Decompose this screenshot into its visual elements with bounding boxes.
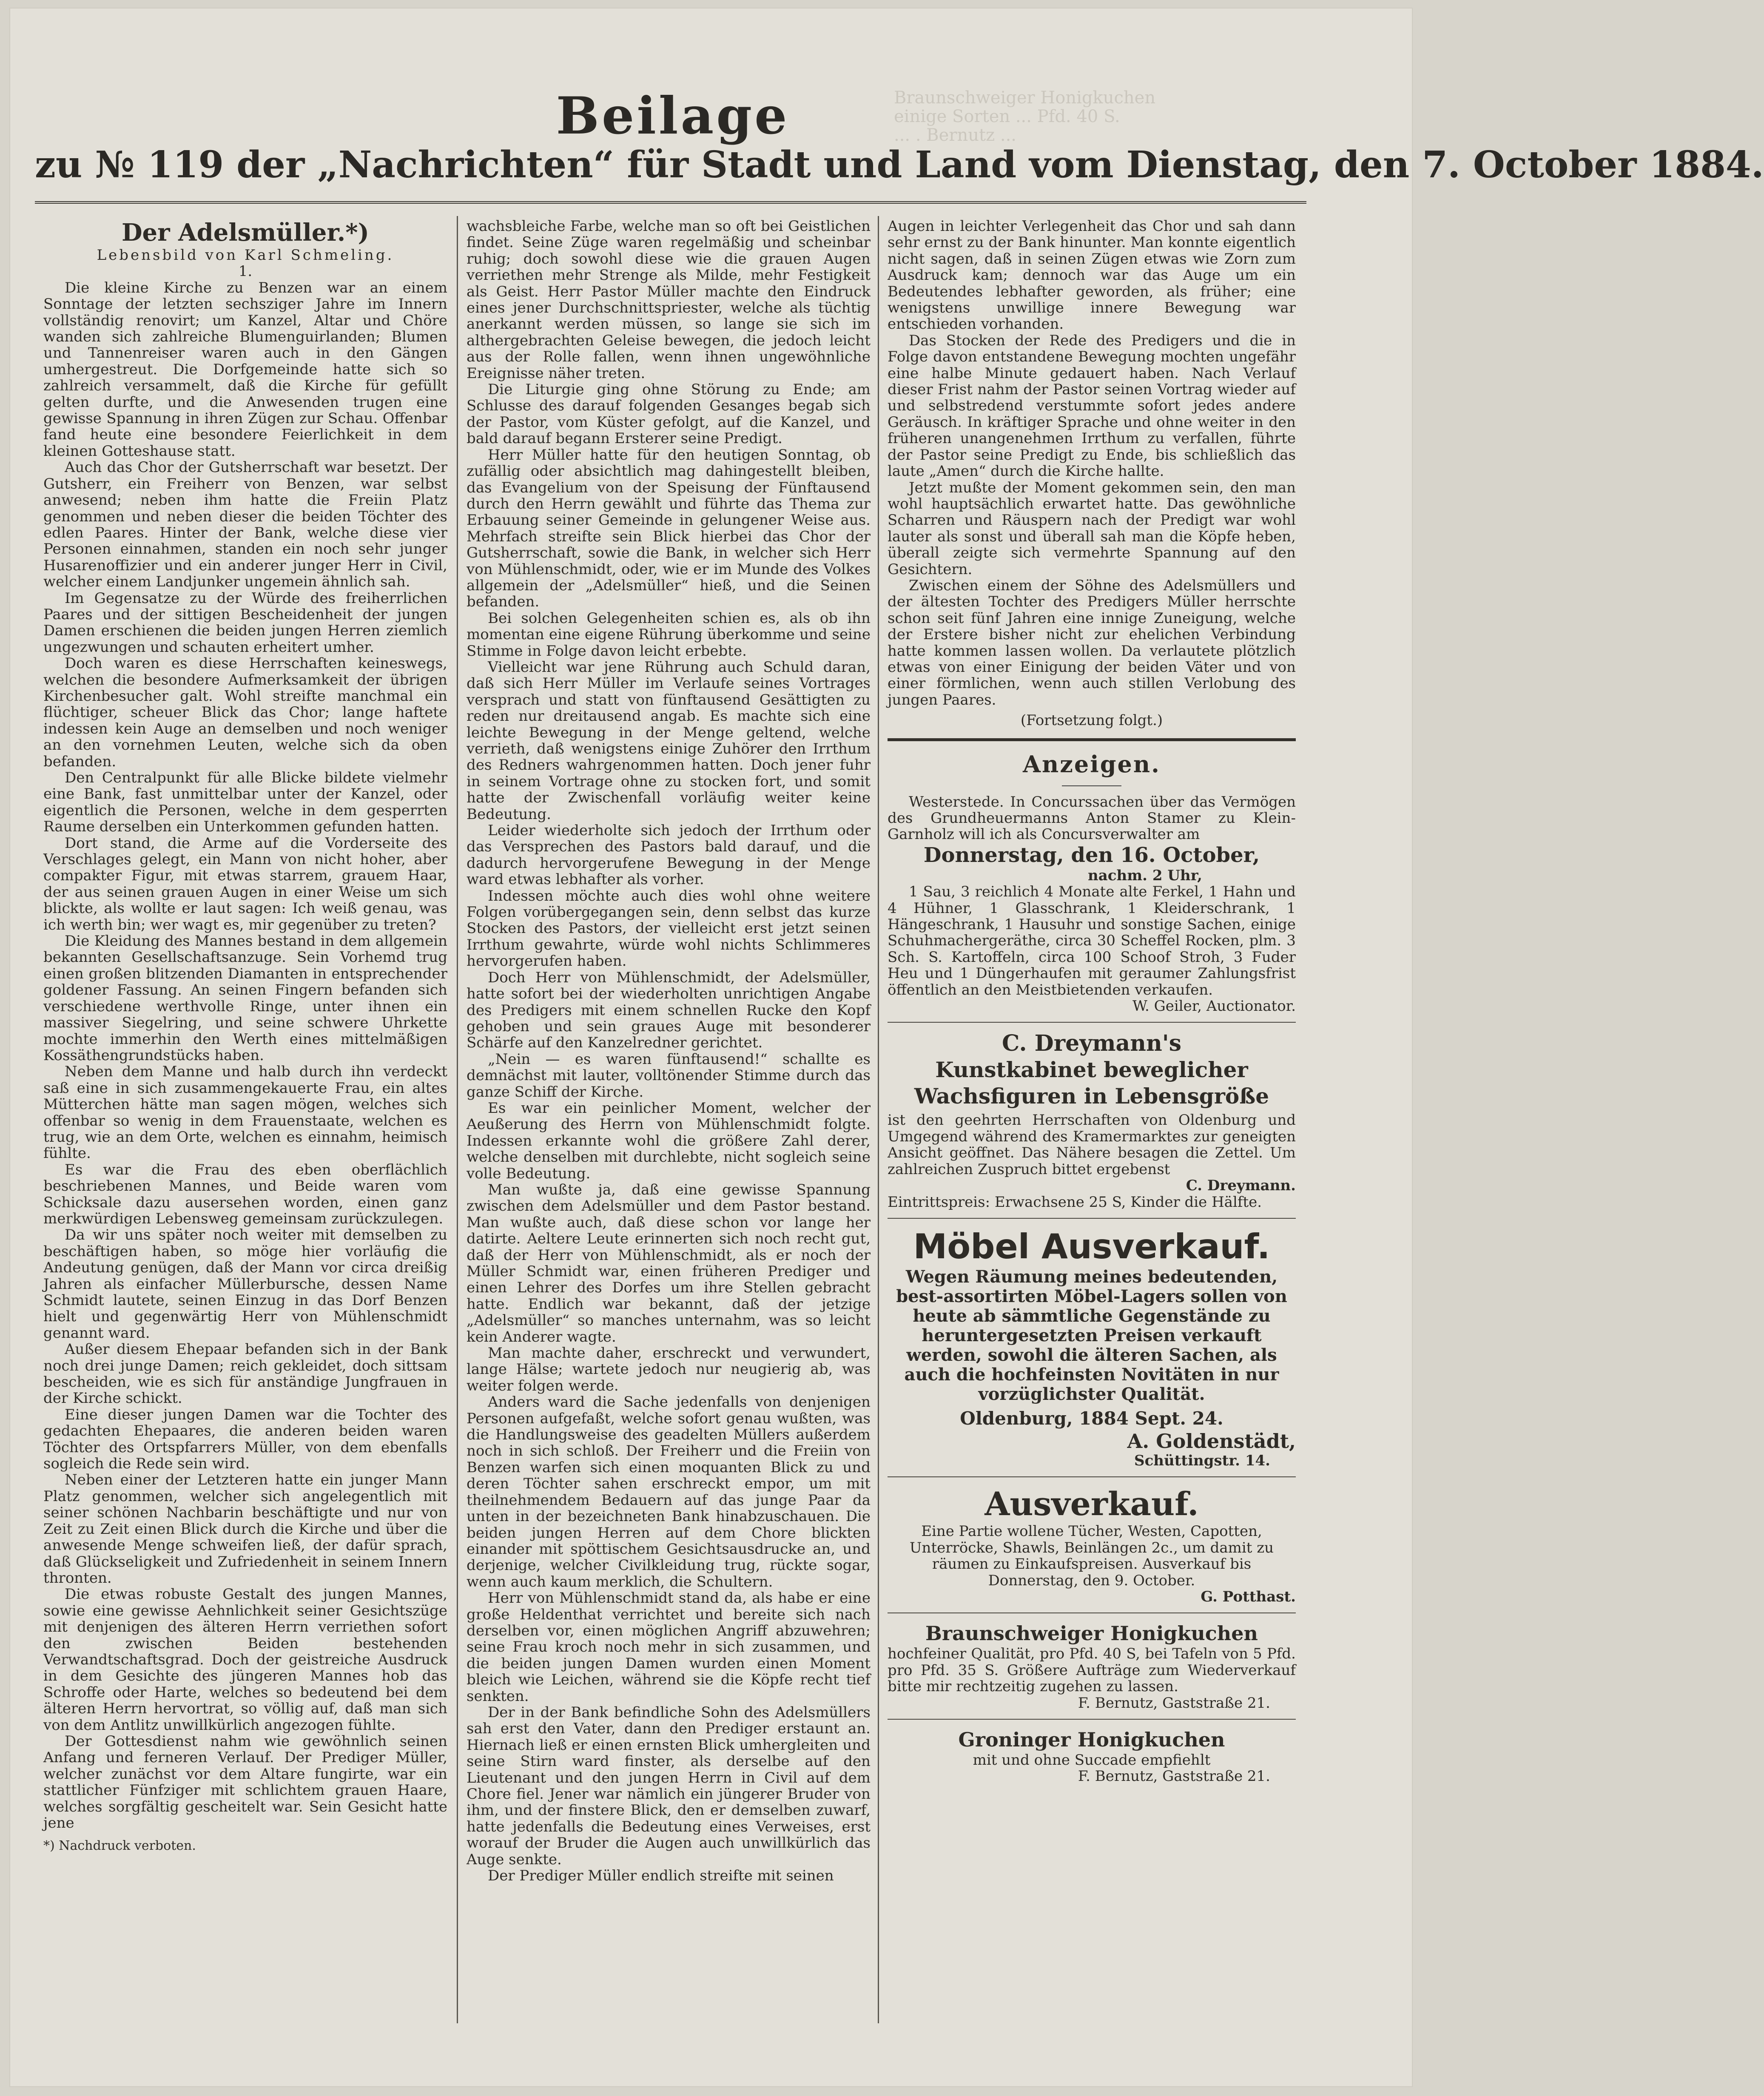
ads-heading: Anzeigen. — [1023, 750, 1161, 778]
paragraph: Dort stand, die Arme auf die Vorderseite des Verschlages gelegt, ein Mann von nicht hoher, aber compakter Figur, mit etwas starrem, grauem Haar, der aus seinen grauen Augen in einer Weise um sich blickte, als wollte er laut sagen: Ich weiß genau, was ich werth bin; wer wagt es, mir gegenüber zu treten? — [43, 834, 447, 933]
paragraph: Die Kleidung des Mannes bestand in dem allgemein bekannten Gesellschaftsanzuge. Sein Vorhemd trug einen großen blitzenden Diamanten in entsprechender goldener Fassung. An seinen Fingern befanden sich verschiedene werthvolle Ringe, unter ihnen ein massiver Siegelring, und seine schwere Uhrkette mochte immerhin den Werth eines mittelmäßigen Kossäthengrundstücks haben. — [43, 933, 447, 1064]
paragraph: Doch Herr von Mühlenschmidt, der Adelsmüller, hatte sofort bei der wiederholten unrichtigen Angabe des Predigers mit einem schnellen Rucke den Kopf gehoben und sein graues Auge mit besonderer Schärfe auf den Kanzelredner gerichtet. — [467, 969, 871, 1052]
paragraph: Das Stocken der Rede des Predigers und die in Folge davon entstandene Bewegung mochten ungefähr eine halbe Minute gedauert haben. Nach Verlauf dieser Frist nahm der Pastor seinen Vortrag wieder auf und selbstredend verstummte sofort jedes andere Geräusch. In kräftiger Sprache und ohne weiter in den früheren unangenehmen Irrthum zu verfallen, führte der Pastor seine Predigt zu Ende, bis schließlich das laute „Amen“ durch die Kirche hallte. — [888, 332, 1296, 480]
paragraph: Man wußte ja, daß eine gewisse Spannung zwischen dem Adelsmüller und dem Pastor bestand. Man wußte auch, daß diese schon vor lange her datirte. Aeltere Leute erinnerten sich noch recht gut, daß der Herr von Mühlenschmidt, als er noch der Müller Schmidt war, einen früheren Prediger und einen Lehrer des Dorfes um ihre Stellen gebracht hatte. Endlich war bekannt, daß der jetzige „Adelsmüller“ so manches unternahm, was so leicht kein Anderer wagte. — [467, 1181, 871, 1345]
supplement-title: Beilage — [556, 86, 790, 146]
divider — [888, 1218, 1296, 1219]
section-rule — [888, 738, 1296, 741]
groninger-signature: F. Bernutz, Gaststraße 21. — [1078, 1768, 1270, 1785]
wax-cabinet-owner: C. Dreymann's — [1002, 1030, 1181, 1057]
paragraph: Doch waren es diese Herrschaften keineswegs, welchen die besondere Aufmerksamkeit der übrigen Kirchenbesucher galt. Wohl streifte manchmal ein flüchtiger, scheuer Blick das Chor; lange haftete indessen kein Auge an demselben und noch weniger an den vornehmen Leuten, welche sich da oben befanden. — [43, 655, 447, 770]
auction-time: nachm. 2 Uhr, — [1088, 867, 1202, 884]
wax-cabinet-signature: C. Dreymann. — [1186, 1177, 1296, 1194]
groninger-ad — [888, 1727, 1296, 1785]
paragraph: Die etwas robuste Gestalt des jungen Mannes, sowie eine gewisse Aehnlichkeit seiner Gesichtszüge mit denjenigen des älteren Herrn verriethen sofort den zwischen Beiden bestehenden Verwandtschaftsgrad. Doch der geistreiche Ausdruck in dem Gesichte des jüngeren Mannes hob das Schroffe oder Harte, welches so bedeutend bei dem älteren Herrn hervortrat, so völlig auf, daß man sich von dem Antlitz unwillkürlich angezogen fühlte. — [43, 1586, 447, 1734]
clearance-sale-title: Ausverkauf. — [984, 1485, 1199, 1523]
divider — [888, 1719, 1296, 1720]
story-column-1 — [43, 218, 447, 1854]
column-divider — [878, 216, 879, 2023]
divider — [1062, 785, 1121, 786]
footnote: *) Nachdruck verboten. — [43, 1838, 196, 1854]
paragraph: Den Centralpunkt für alle Blicke bildete vielmehr eine Bank, fast unmittelbar unter der Kanzel, oder eigentlich die Personen, welche in dem gesperrten Raume derselben ein Unterkommen gefunden hatten. — [43, 769, 447, 836]
paragraph: Neben einer der Letzteren hatte ein junger Mann Platz genommen, welcher sich angelegentlich mit seiner schönen Nachbarin beschäftigte und nur von Zeit zu Zeit einen Blick durch die Kirche und über die anwesende Menge schweifen ließ, der dafür sprach, daß Glückseligkeit und Zufriedenheit in seinem Innern thronten. — [43, 1471, 447, 1587]
column-3 — [888, 218, 1296, 1785]
auction-signature: W. Geiler, Auctionator. — [1132, 998, 1296, 1015]
paragraph: wachsbleiche Farbe, welche man so oft bei Geistlichen findet. Seine Züge waren regelmäßig und scheinbar ruhig; doch sowohl diese wie die grauen Augen verriethen mehr Strenge als Milde, mehr Festigkeit als Geist. Herr Pastor Müller machte den Eindruck eines jener Durchschnittspriester, welche als tüchtig anerkannt werden müssen, so lange sie sich im althergebrachten Geleise bewegen, die jedoch leicht aus der Rolle fallen, wenn ihnen ungewöhnliche Ereignisse näher treten. — [467, 218, 871, 382]
story-column-2 — [467, 218, 871, 1884]
paragraph: Der Gottesdienst nahm wie gewöhnlich seinen Anfang und ferneren Verlauf. Der Prediger Müller, welcher zunächst vor dem Altare fungirte, war ein stattlicher Fünfziger mit schlichtem grauen Haare, welches sorgfältig gescheitelt war. Sein Gesicht hatte jene — [43, 1732, 447, 1832]
furniture-sale-ad — [888, 1226, 1296, 1469]
wax-cabinet-ad — [888, 1030, 1296, 1210]
paragraph: Der in der Bank befindliche Sohn des Adelsmüllers sah erst den Vater, dann den Prediger erstaunt an. Hiernach ließ er einen ernsten Blick umhergleiten und seine Stirn ward finster, als derselbe auf den Lieutenant und den jungen Herrn in Civil auf dem Chore fiel. Jener war nämlich ein jüngerer Bruder von ihm, und der finstere Blick, den er demselben zuwarf, hatte jedenfalls die Bedeutung eines Verweises, erst worauf der Bruder die Augen auch unwillkürlich das Auge senkte. — [467, 1704, 871, 1868]
paragraph: Im Gegensatze zu der Würde des freiherrlichen Paares und der sittigen Bescheidenheit der jungen Damen erschienen die beiden jungen Herren ziemlich ungezwungen und schauten erheitert umher. — [43, 589, 447, 656]
furniture-sale-text: Wegen Räumung meines bedeutenden, best-assortirten Möbel-Lagers sollen von heute ab sämmtliche Gegenstände zu heruntergesetzten Preisen verkauft werden, sowohl die älteren Sachen, als auch die hochfeinsten Novitäten in nur vorzüglichster Qualität. — [896, 1266, 1287, 1404]
paragraph: Anders ward die Sache jedenfalls von denjenigen Personen aufgefaßt, welche sofort genau wußten, was die Handlungsweise des geadelten Müllers außerdem noch in sich schloß. Der Freiherr und die Freiin von Benzen warfen sich einen moquanten Blick zu und deren Töchter sahen erschreckt empor, um mit theilnehmendem Bedauern auf das junge Paar da unten in der bezeichneten Bank hinabzuschauen. Die beiden jungen Herren auf dem Chore blickten einander mit spöttischem Gesichtsausdrucke an, und derjenige, welcher Civilkleidung trug, rückte sogar, wenn auch kaum merklich, die Schultern. — [467, 1394, 871, 1590]
paragraph: Es war die Frau des eben oberflächlich beschriebenen Mannes, und Beide waren vom Schicksale dazu ausersehen worden, einen ganz merkwürdigen Lebensweg gemeinsam zurückzulegen. — [43, 1161, 447, 1227]
story-byline: Lebensbild von Karl Schmeling. — [97, 247, 394, 264]
clearance-sale-ad — [888, 1485, 1296, 1605]
paragraph: Außer diesem Ehepaar befanden sich in der Bank noch drei junge Damen; reich gekleidet, doch sittsam bescheiden, wie es sich für anständige Jungfrauen in der Kirche schickt. — [43, 1341, 447, 1407]
paragraph: Indessen möchte auch dies wohl ohne weitere Folgen vorübergegangen sein, denn selbst das kurze Stocken des Pastors, der vielleicht erst jetzt seinen Irrthum gewahrte, würde wohl nichts Schlimmeres hervorgerufen haben. — [467, 887, 871, 970]
auction-ad — [888, 794, 1296, 1015]
paragraph: Die kleine Kirche zu Benzen war an einem Sonntage der letzten sechsziger Jahre im Innern vollständig renovirt; um Kanzel, Altar und Chöre wanden sich zahlreiche Blumenguirlanden; Blumen und Tannenreiser waren auch in den Gängen umhergestreut. Die Dorfgemeinde hatte sich so zahlreich versammelt, daß die Kirche für gefüllt gelten durfte, und die Anwesenden trugen eine gewisse Spannung in ihren Zügen zur Schau. Offenbar fand heute eine besondere Feierlichkeit in dem kleinen Gotteshause statt. — [43, 279, 447, 460]
wax-cabinet-price: Eintrittspreis: Erwachsene 25 S, Kinder die Hälfte. — [888, 1193, 1262, 1211]
furniture-sale-address: Schüttingstr. 14. — [1134, 1452, 1270, 1469]
honey-cake-title: Braunschweiger Honigkuchen — [925, 1622, 1258, 1645]
chapter-number: 1. — [238, 263, 253, 280]
paragraph: Zwischen einem der Söhne des Adelsmüllers und der ältesten Tochter des Predigers Müller herrschte schon seit fünf Jahren eine innige Zuneigung, welche der Erstere bisher nicht zur ehelichen Verbindung hatte kommen lassen wollen. Da verlautete plötzlich etwas von einer Einigung der beiden Väter und von einer förmlichen, wenn auch stillen Verlobung des jungen Paares. — [888, 577, 1296, 708]
paragraph: Es war ein peinlicher Moment, welcher der Aeußerung des Herrn von Mühlenschmidt folgte. Indessen erkannte wohl die größere Zahl derer, welche denselben mit durchlebte, nicht sogleich seine volle Bedeutung. — [467, 1099, 871, 1182]
paragraph: Jetzt mußte der Moment gekommen sein, den man wohl hauptsächlich erwartet hatte. Das gewöhnliche Scharren und Räuspern nach der Predigt war wohl lauter als sonst und überall sah man die Köpfe heben, überall zeigte sich vermehrte Spannung auf den Gesichtern. — [888, 479, 1296, 578]
honey-cake-text: hochfeiner Qualität, pro Pfd. 40 S, bei Tafeln von 5 Pfd. pro Pfd. 35 S. Größere Aufträge zum Wiederverkauf bitte mir rechtzeitig zugehen zu lassen. — [888, 1645, 1296, 1695]
paragraph: Da wir uns später noch weiter mit demselben zu beschäftigen haben, so möge hier vorläufig die Andeutung genügen, daß der Mann vor circa dreißig Jahren als einfacher Müllerbursche, dessen Name Schmidt lautete, seinen Einzug in das Dorf Benzen hielt und gegenwärtig Herr von Mühlenschmidt genannt ward. — [43, 1226, 447, 1342]
honey-cake-signature: F. Bernutz, Gaststraße 21. — [1078, 1694, 1270, 1712]
furniture-sale-place-date: Oldenburg, 1884 Sept. 24. — [960, 1408, 1223, 1429]
bleed-through-text: Braunschweiger Honigkuchen einige Sorten ... Pfd. 40 S. ... . Bernutz ... — [894, 88, 1156, 145]
paragraph: Auch das Chor der Gutsherrschaft war besetzt. Der Gutsherr, ein Freiherr von Benzen, war selbst anwesend; neben ihm hatte die Freiin Platz genommen und neben dieser die beiden Töchter des edlen Paares. Hinter der Bank, welche diese vier Personen einnahmen, standen ein noch sehr junger Husarenoffizier und ein anderer junger Herr in Civil, welcher einem Landjunker ungemein ähnlich sah. — [43, 459, 447, 591]
paragraph: Leider wiederholte sich jedoch der Irrthum oder das Versprechen des Pastors bald darauf, und die dadurch hervorgerufene Bewegung in der Menge ward etwas lebhafter als vorher. — [467, 822, 871, 888]
supplement-subtitle: zu № 119 der „Nachrichten“ für Stadt und Land vom Dienstag, den 7. October 1884. — [35, 143, 1764, 186]
paragraph: Herr Müller hatte für den heutigen Sonntag, ob zufällig oder absichtlich mag dahingestellt bleiben, das Evangelium von der Speisung der Fünftausend durch den Herrn gewählt und führte das Thema zur Erbauung seiner Gemeinde in gelungener Weise aus. Mehrfach streifte sein Blick hierbei das Chor der Gutsherrschaft, sowie die Bank, in welcher sich Herr von Mühlenschmidt, oder, wie er im Munde des Volkes allgemein der „Adelsmüller“ hieß, und die Seinen befanden. — [467, 446, 871, 611]
wax-cabinet-text: ist den geehrten Herrschaften von Oldenburg und Umgegend während des Kramermarktes zur geneigten Ansicht geöffnet. Das Nähere besagen die Zettel. Um zahlreichen Zuspruch bittet ergebenst — [888, 1112, 1296, 1178]
paragraph: Bei solchen Gelegenheiten schien es, als ob ihn momentan eine eigene Rührung überkomme und seine Stimme in Folge davon leicht erbebte. — [467, 609, 871, 660]
divider — [888, 1022, 1296, 1023]
furniture-sale-title: Möbel Ausverkauf. — [913, 1226, 1270, 1266]
honey-cake-ad — [888, 1621, 1296, 1711]
paragraph: Die Liturgie ging ohne Störung zu Ende; am Schlusse des darauf folgenden Gesanges begab sich der Pastor, vom Küster gefolgt, auf die Kanzel, und bald darauf begann Ersterer seine Predigt. — [467, 381, 871, 447]
wax-cabinet-title: Kunstkabinet beweglicher Wachsfiguren in Lebensgröße — [914, 1057, 1269, 1109]
header-rule — [35, 201, 1306, 204]
clearance-sale-text: Eine Partie wollene Tücher, Westen, Capotten, Unterröcke, Shawls, Beinlängen 2c., um damit zu räumen zu Einkaufspreisen. Ausverkauf bis Donnerstag, den 9. October. — [909, 1523, 1274, 1589]
clearance-sale-signature: G. Potthast. — [1201, 1588, 1296, 1605]
paragraph: Augen in leichter Verlegenheit das Chor und sah dann sehr ernst zu der Bank hinunter. Man konnte eigentlich nicht sagen, daß in seinen Zügen etwas wie Zorn zum Ausdruck kam; dennoch war das Auge um ein Bedeutendes lebhafter geworden, als früher; eine wenigstens unwillige innere Bewegung war entschieden vorhanden. — [888, 218, 1296, 333]
auction-date: Donnerstag, den 16. October, — [923, 843, 1260, 867]
paragraph: Der Prediger Müller endlich streifte mit seinen — [488, 1867, 834, 1885]
story-title: Der Adelsmüller.*) — [121, 219, 369, 247]
groninger-text: mit und ohne Succade empfiehlt — [973, 1751, 1211, 1769]
column-divider — [457, 216, 458, 2023]
masthead — [35, 86, 1764, 186]
continued-note: (Fortsetzung folgt.) — [1020, 712, 1163, 729]
newspaper-page — [9, 8, 1764, 2087]
auction-text: Westerstede. In Concurssachen über das Vermögen des Grundheuermanns Anton Stamer zu Klein-Garnholz will ich als Concursverwalter am — [888, 793, 1296, 843]
furniture-sale-firm: A. Goldenstädt, — [1127, 1429, 1296, 1453]
paragraph: Vielleicht war jene Rührung auch Schuld daran, daß sich Herr Müller im Verlaufe seines Vortrages versprach und statt von fünftausend Gesättigten zu reden nur dreitausend angab. Es machte sich eine leichte Bewegung in der Menge geltend, welche verrieth, daß wenigstens einige Zuhörer den Irrthum des Redners wahrgenommen hatten. Doch jener fuhr in seinem Vortrage ohne zu stocken fort, und somit hatte der Zwischenfall vorläufig weiter keine Bedeutung. — [467, 658, 871, 823]
paragraph: Herr von Mühlenschmidt stand da, als habe er eine große Heldenthat verrichtet und bereite sich nach derselben vor, einen möglichen Angriff abzuwehren; seine Frau kroch noch mehr in sich zusammen, und die beiden jungen Damen wurden einen Moment bleich wie Leichen, während sie die Köpfe recht tief senkten. — [467, 1590, 871, 1705]
paragraph: Man machte daher, erschreckt und verwundert, lange Hälse; wartete jedoch nur neugierig ab, was weiter folgen werde. — [467, 1345, 871, 1394]
paragraph: Eine dieser jungen Damen war die Tochter des gedachten Ehepaares, die anderen beiden waren Töchter des Ortspfarrers Müller, von dem ebenfalls sogleich die Rede sein wird. — [43, 1406, 447, 1473]
groninger-title: Groninger Honigkuchen — [958, 1728, 1225, 1751]
paragraph: „Nein — es waren fünftausend!“ schallte es demnächst mit lauter, volltönender Stimme durch das ganze Schiff der Kirche. — [467, 1050, 871, 1101]
paragraph: Neben dem Manne und halb durch ihn verdeckt saß eine in sich zusammengekauerte Frau, ein altes Mütterchen hätte man sagen mögen, welches sich offenbar so wenig in dem Frauenstaate, welchen es trug, wie an dem Orte, welchen es einnahm, heimisch fühlte. — [43, 1063, 447, 1162]
divider — [888, 1476, 1296, 1477]
auction-items: 1 Sau, 3 reichlich 4 Monate alte Ferkel, 1 Hahn und 4 Hühner, 1 Glasschrank, 1 Kleiderschrank, 1 Hängeschrank, 1 Hausuhr und sonstige Sachen, einige Schuhmachergeräthe, circa 30 Scheffel Rocken, plm. 3 Sch. S. Kartoffeln, circa 100 Schoof Stroh, 3 Fuder Heu und 1 Düngerhaufen mit geraumer Zahlungsfrist öffentlich an den Meistbietenden verkaufen. — [888, 883, 1296, 998]
